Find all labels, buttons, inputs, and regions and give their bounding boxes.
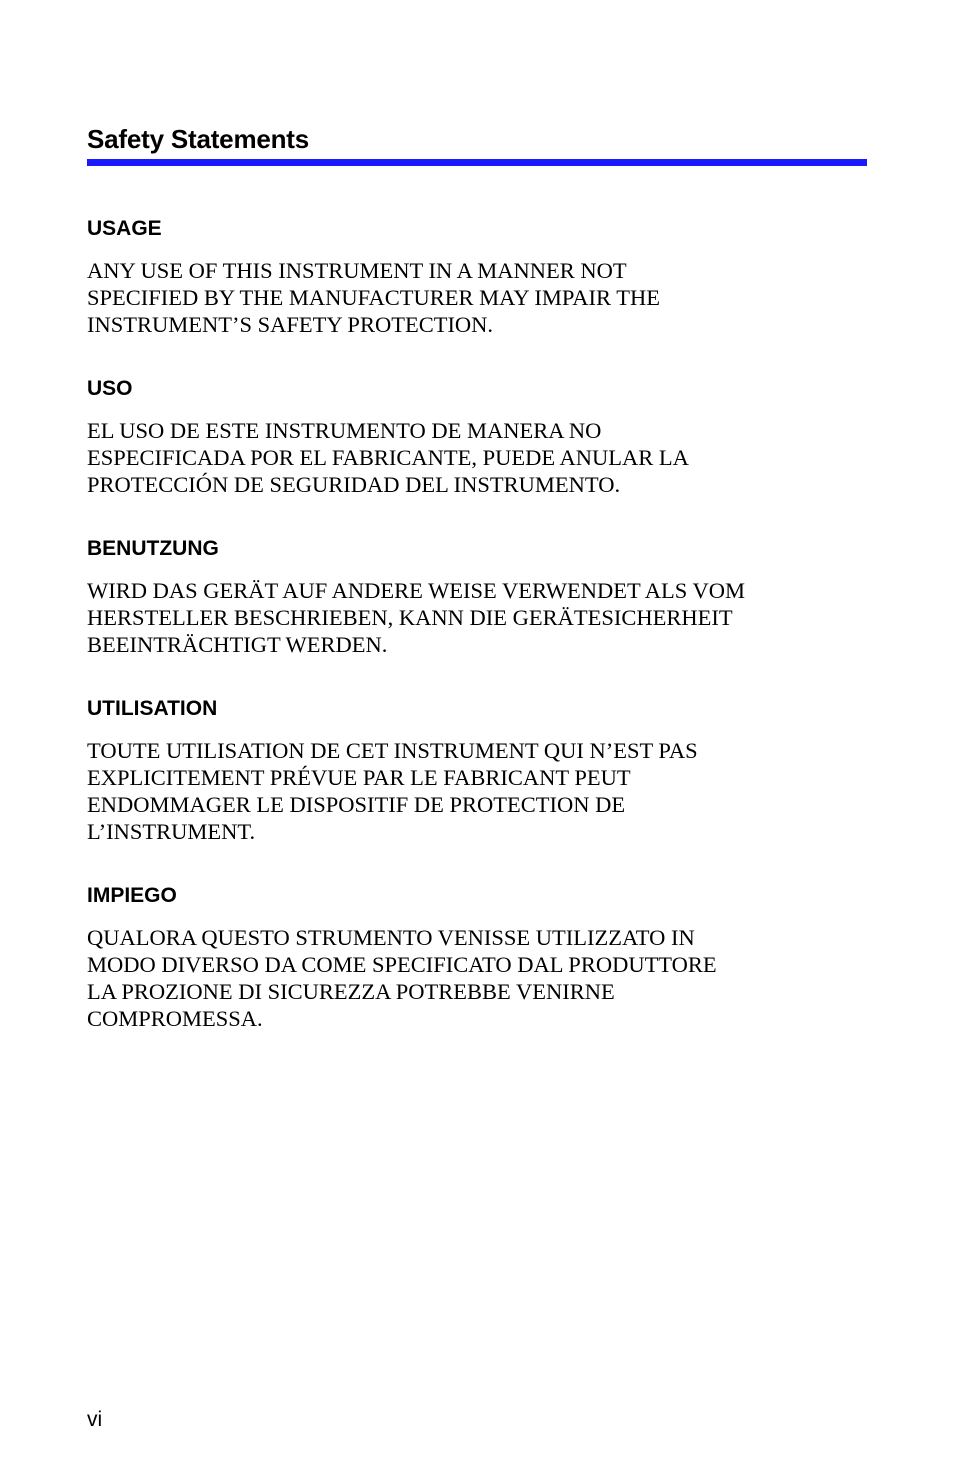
section-heading: UTILISATION [87,697,218,720]
section-body: WIRD DAS GERÄT AUF ANDERE WEISE VERWENDET ALS VOM HERSTELLER BESCHRIEBEN, KANN DIE GERÄTESICHERHEIT BEEINTRÄCHTIGT WERDEN. [87,578,745,657]
section-body: QUALORA QUESTO STRUMENTO VENISSE UTILIZZATO IN MODO DIVERSO DA COME SPECIFICATO DAL PRODUTTORE LA PROZIONE DI SICUREZZA POTREBBE VENIRNE COMPROMESSA. [87,925,717,1031]
section-body: ANY USE OF THIS INSTRUMENT IN A MANNER NOT SPECIFIED BY THE MANUFACTURER MAY IMPAIR THE INSTRUMENT’S SAFETY PROTECTION. [87,258,661,337]
section-uso [87,374,867,498]
safety-sections [87,214,867,1032]
title-rule [87,159,867,166]
section-heading: BENUTZUNG [87,537,219,560]
section-heading: USO [87,377,133,400]
page-number: vi [87,1408,103,1431]
section-utilisation [87,694,867,845]
section-body: TOUTE UTILISATION DE CET INSTRUMENT QUI N’EST PAS EXPLICITEMENT PRÉVUE PAR LE FABRICANT PEUT ENDOMMAGER LE DISPOSITIF DE PROTECTION DE L’INSTRUMENT. [87,738,698,844]
section-usage [87,214,867,338]
section-benutzung [87,534,867,658]
section-heading: USAGE [87,217,162,240]
section-body: EL USO DE ESTE INSTRUMENTO DE MANERA NO ESPECIFICADA POR EL FABRICANTE, PUEDE ANULAR LA PROTECCIÓN DE SEGURIDAD DEL INSTRUMENTO. [87,418,689,497]
page-title: Safety Statements [87,124,310,154]
section-heading: IMPIEGO [87,884,177,907]
section-impiego [87,881,867,1032]
